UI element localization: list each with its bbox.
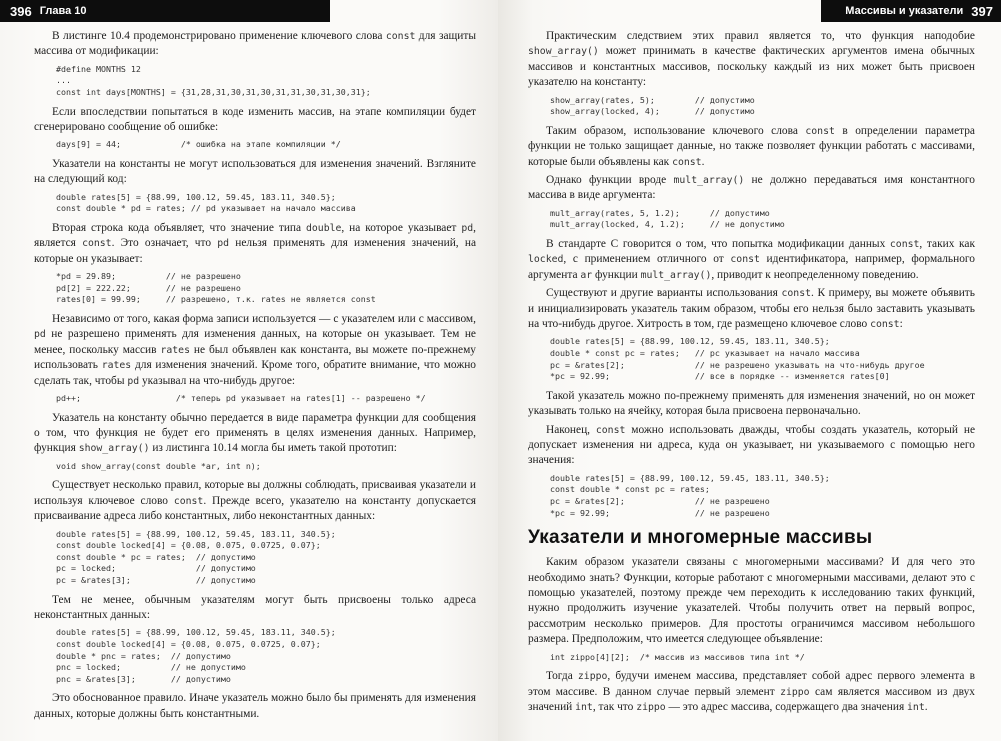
inline-code: int bbox=[575, 702, 593, 714]
code-listing: double rates[5] = {88.99, 100.12, 59.45, 183.11, 340.5}; const double locked[4] = {0.08, 0.075, 0.0725, 0.07}; double * pnc = rates; // допустимо pnc = locked; // не допустимо pnc = &rates[3]; // допустимо bbox=[56, 627, 336, 684]
code-listing: int zippo[4][2]; /* массив из массивов типа int */ bbox=[550, 651, 805, 662]
paragraph: Каким образом указатели связаны с многомерными массивами? И для чего это необходимо знать? Функции, которые работают с многомерными массивами, делают это с помощью указателей, поэтому прежде чем переходить к исследованию таких функций, нужно продолжить изучение указателей. Чтобы получить ответ на первый вопрос, рассмотрим несколько примеров. Для простоты ограничимся массивом небольшого размера. Предположим, что имеется следующее объявление: bbox=[528, 556, 975, 646]
left-page-header bbox=[0, 0, 330, 22]
code-listing: days[9] = 44; /* ошибка на этапе компиляции */ bbox=[56, 139, 341, 150]
code-listing: double rates[5] = {88.99, 100.12, 59.45, 183.11, 340.5}; const double locked[4] = {0.08, 0.075, 0.0725, 0.07}; const double * pc = rates; // допустимо pc = locked; // допустимо pc = &rates[3]; // допустимо bbox=[56, 528, 336, 586]
paragraph: Однако функции вроде mult_array() не должно передаваться имя константного массива в виде аргумента: bbox=[528, 174, 976, 202]
inline-code: locked bbox=[528, 254, 564, 266]
code-listing: double rates[5] = {88.99, 100.12, 59.45, 183.11, 340.5}; double * const pc = rates; // pc указывает на начало массива pc = &rates[2]; // не разрешено указывать на что-нибудь другое *pc = 92.99; // все в порядке -- изменяется rates[0] bbox=[550, 336, 925, 382]
inline-code: zippo bbox=[636, 702, 666, 714]
inline-code: const bbox=[82, 238, 112, 250]
inline-code: rates bbox=[160, 344, 190, 356]
inline-code: pd bbox=[127, 375, 140, 387]
inline-code: pd bbox=[217, 238, 230, 250]
left-page-number: 396 bbox=[10, 3, 32, 19]
paragraph: Такой указатель можно по-прежнему применять для изменения значений, но он может указывать только на ячейку, которая была присвоена первоначально. bbox=[528, 389, 975, 418]
inline-code: const bbox=[595, 424, 626, 436]
inline-code: mult_array() bbox=[640, 269, 712, 281]
left-page bbox=[0, 0, 498, 741]
inline-code: const bbox=[173, 495, 204, 507]
inline-code: const bbox=[870, 319, 900, 331]
section-heading: Указатели и многомерные массивы bbox=[528, 527, 873, 549]
inline-code: const bbox=[781, 288, 811, 300]
paragraph: Вторая строка кода объявляет, что значение типа double, на которое указывает pd, является const. Это означает, что pd нельзя применять для изменения значений, на которые он указывает: bbox=[34, 222, 477, 265]
paragraph: Если впоследствии попытаться в коде изменить массив, на этапе компиляции будет сгенерировано сообщение об ошибке: bbox=[34, 105, 476, 133]
paragraph: Указатель на константу обычно передается в виде параметра функции для сообщения о том, что функция не будет его применять в целях изменения данных. Например, функция show_array() из листинга 10.14 могла бы иметь такой прототип: bbox=[34, 411, 476, 455]
code-listing: mult_array(rates, 5, 1.2); // допустимо mult_array(locked, 4, 1.2); // не допустимо bbox=[550, 207, 785, 230]
paragraph: Существуют и другие варианты использования const. К примеру, вы можете объявить и инициализировать указатель таким образом, чтобы его нельзя было заставить указывать на что-нибудь другое. Хитрость в том, где размещено ключевое слово const: bbox=[528, 287, 975, 331]
paragraph: Независимо от того, какая форма записи используется — с указателем или с массивом, pd не разрешено применять для изменения данных, на которые он указывает. Тем не менее, поскольку массив rates не был объявлен как константа, вы можете по-прежнему использовать rates для изменения значений. Кроме того, обратите внимание, что можно сделать так, чтобы pd указывал на что-нибудь другое: bbox=[34, 313, 477, 387]
paragraph: Это обоснованное правило. Иначе указатель можно было бы применять для изменения данных, которые должны быть константными. bbox=[34, 692, 476, 720]
paragraph: В стандарте C говорится о том, что попытка модификации данных const, таких как locked, с применением отличного от const идентификатора, например, формального аргумента ar функции mult_array(), приводит к неопределенному поведению. bbox=[528, 238, 975, 281]
code-listing: show_array(rates, 5); // допустимо show_array(locked, 4); // допустимо bbox=[550, 94, 755, 117]
inline-code: zippo bbox=[780, 686, 810, 698]
left-page-body bbox=[34, 29, 476, 722]
inline-code: const bbox=[385, 31, 416, 42]
code-listing: pd++; /* теперь pd указывает на rates[1] -- разрешено */ bbox=[56, 393, 426, 404]
code-listing: double rates[5] = {88.99, 100.12, 59.45, 183.11, 340.5}; const double * const pc = rates; pc = &rates[2]; // не разрешено *pc = 92.99; // не разрешено bbox=[550, 472, 830, 518]
inline-code: const bbox=[889, 239, 920, 251]
inline-code: double bbox=[306, 223, 342, 234]
paragraph: В листинге 10.4 продемонстрировано применение ключевого слова const для защиты массива от модификации: bbox=[34, 30, 476, 58]
paragraph: Тогда zippo, будучи именем массива, представляет собой адрес первого элемента в этом массиве. В данном случае первый элемент zippo сам является массивом из двух значений int, так что zippo — это адрес массива, содержащего два значения int. bbox=[528, 670, 975, 714]
inline-code: show_array() bbox=[78, 443, 150, 455]
inline-code: const bbox=[730, 254, 760, 266]
paragraph: Наконец, const можно использовать дважды, чтобы создать указатель, который не допускает изменения ни адреса, куда он указывает, ни указываемого с помощью него значения: bbox=[528, 423, 975, 467]
paragraph: Указатели на константы не могут использоваться для изменения значений. Взгляните на следующий код: bbox=[34, 158, 476, 186]
right-page-body bbox=[528, 29, 975, 716]
code-listing: #define MONTHS 12 ... const int days[MONTHS] = {31,28,31,30,31,30,31,31,30,31,30,31}; bbox=[56, 63, 371, 97]
right-chapter-title: Массивы и указатели bbox=[845, 5, 964, 17]
paragraph: Практическим следствием этих правил является то, что функция наподобие show_array() может принимать в качестве фактических аргументов имена обычных массивов и константных массивов, поскольку каждый из них может быть присвоен указателю на константу: bbox=[528, 30, 975, 89]
paragraph: Существует несколько правил, которые вы должны соблюдать, присваивая указатели и используя ключевое слово const. Прежде всего, указателю на константу допускается присваивание адреса либо константных, либо неконстантных данных: bbox=[34, 479, 476, 523]
inline-code: show_array() bbox=[528, 46, 599, 58]
paragraph: Таким образом, использование ключевого слова const в определении параметра функции не только защищает данные, но также позволяет функции работать с массивами, которые были объявлены как const. bbox=[528, 124, 975, 168]
inline-code: pd bbox=[461, 223, 474, 234]
inline-code: zippo bbox=[577, 671, 608, 683]
code-listing: *pd = 29.89; // не разрешено pd[2] = 222.22; // не разрешено rates[0] = 99.99; // разрешено, т.к. rates не является const bbox=[56, 271, 376, 305]
code-listing: void show_array(const double *ar, int n); bbox=[56, 460, 261, 471]
right-page-number: 397 bbox=[971, 3, 993, 19]
inline-code: mult_array() bbox=[673, 175, 745, 187]
code-listing: double rates[5] = {88.99, 100.12, 59.45, 183.11, 340.5}; const double * pd = rates; // pd указывает на начало массива bbox=[56, 191, 356, 214]
right-page bbox=[498, 0, 1001, 741]
right-page-header bbox=[821, 0, 1001, 22]
left-chapter-title: Глава 10 bbox=[39, 5, 87, 17]
inline-code: const bbox=[805, 125, 835, 137]
inline-code: ar bbox=[580, 269, 593, 281]
paragraph: Тем не менее, обычным указателям могут быть присвоены только адреса неконстантных данных: bbox=[34, 593, 476, 622]
inline-code: int bbox=[907, 702, 925, 714]
inline-code: const bbox=[672, 156, 702, 168]
inline-code: pd bbox=[34, 329, 46, 341]
inline-code: rates bbox=[101, 360, 132, 372]
